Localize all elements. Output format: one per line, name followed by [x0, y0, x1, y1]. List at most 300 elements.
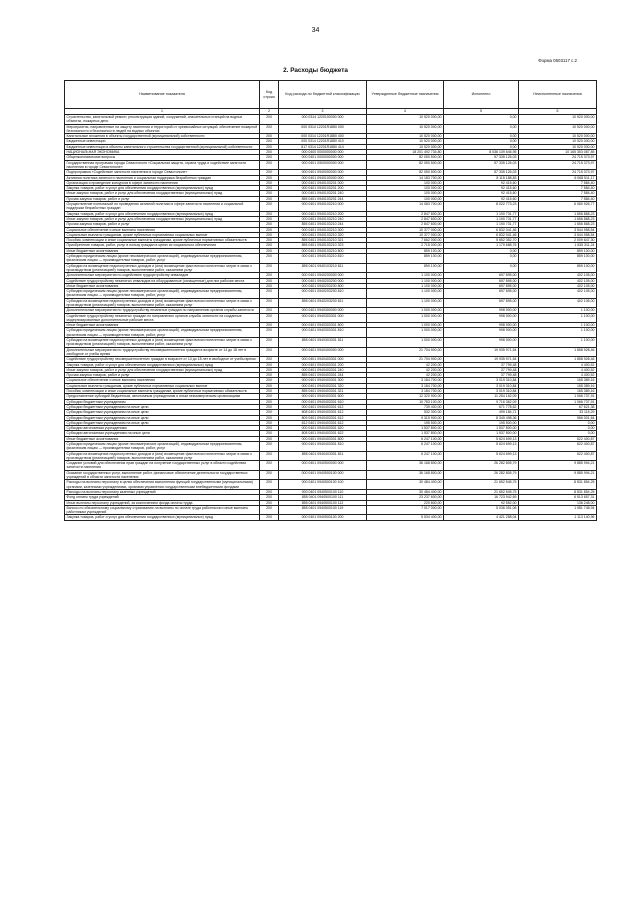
row-line-code: 200 — [260, 283, 279, 288]
row-line-code: 200 — [260, 470, 279, 480]
row-classification-code: 000 0314 12201R1880 400 — [279, 134, 367, 139]
row-line-code: 200 — [260, 404, 279, 409]
table-row — [65, 124, 597, 134]
row-executed: 1 190 731,77 — [444, 211, 519, 216]
row-remaining: 7 584,40 — [519, 196, 597, 201]
row-line-code: 200 — [260, 289, 279, 299]
row-remaining: 10 520 000,00 — [519, 134, 597, 139]
header-remaining: Неисполненные назначения — [519, 81, 597, 109]
row-classification-code: 000 0401 0940203200 000 — [279, 278, 367, 283]
row-approved: 10 520 000,00 — [367, 115, 444, 125]
row-line-code: 200 — [260, 308, 279, 313]
row-line-code: 200 — [260, 323, 279, 328]
row-remaining: 9 885 994,21 — [519, 461, 597, 471]
row-line-code: 200 — [260, 480, 279, 490]
row-name: Субсидии бюджетным учреждениям на иные цели — [65, 415, 260, 420]
row-classification-code: 000 0401 0940103210 200 — [279, 211, 367, 216]
row-classification-code: 000 0401 0940403301 610 — [279, 399, 367, 404]
row-classification-code: 855 0401 0940103210 244 — [279, 222, 367, 227]
row-classification-code: 855 0401 0940303301 811 — [279, 338, 367, 348]
col-number: 2 — [260, 109, 279, 115]
row-name: Субсидии на возмещение недополученных доходов и (или) возмещение фактически понесенных затрат в связи с производством (реализацией) товаров, выполнением работ, оказанием услуг — [65, 263, 260, 273]
row-classification-code: 817 0314 12201R1880 414 — [279, 144, 367, 149]
row-line-code: 200 — [260, 243, 279, 248]
row-line-code: 200 — [260, 175, 279, 180]
row-name: Прочая закупка товаров, работ и услуг — [65, 373, 260, 378]
row-classification-code: 855 0401 0940103201 244 — [279, 196, 367, 201]
row-remaining: 1 858 928,46 — [519, 357, 597, 362]
row-line-code: 200 — [260, 461, 279, 471]
row-name: Социальное обеспечение и иные выплаты населению — [65, 378, 260, 383]
row-approved: 7 662 000,00 — [367, 238, 444, 243]
row-approved: 100 000,00 — [367, 196, 444, 201]
row-remaining: 1 656 868,23 — [519, 211, 597, 216]
row-approved: 14 083 700,00 — [367, 202, 444, 212]
row-remaining: 402 105,00 — [519, 298, 597, 308]
row-approved: 42 200,00 — [367, 373, 444, 378]
row-remaining: 2 009 647,30 — [519, 238, 597, 243]
row-approved: 3 184 700,00 — [367, 389, 444, 394]
row-approved: 5 534 400,00 — [367, 515, 444, 520]
row-approved: 30 484 400,00 — [367, 489, 444, 494]
header-approved: Утвержденные бюджетные назначения — [367, 81, 444, 109]
table-row — [65, 227, 597, 232]
row-classification-code: 855 0401 0940403301 811 — [279, 451, 367, 461]
row-approved: 100 000,00 — [367, 180, 444, 185]
row-executed: 671 778,62 — [444, 404, 519, 409]
row-classification-code: 812 0401 0940403301 612 — [279, 420, 367, 425]
row-line-code: 200 — [260, 150, 279, 155]
row-line-code: 200 — [260, 263, 279, 273]
col-number: 6 — [519, 109, 597, 115]
row-remaining: 7 584,40 — [519, 191, 597, 196]
row-remaining: 9 885 994,21 — [519, 470, 597, 480]
row-classification-code: 000 0401 0940103210 320 — [279, 232, 367, 237]
row-line-code: 200 — [260, 238, 279, 243]
table-body — [65, 115, 597, 521]
row-approved: 82 050 500,00 — [367, 170, 444, 175]
row-name: Субсидии юридическим лицам (кроме некоммерческих организаций), индивидуальным предпринимателям, физическим лицам — производителям товаров, работ, услуг — [65, 289, 260, 299]
row-classification-code: 000 0401 0940403301 300 — [279, 378, 367, 383]
row-line-code: 200 — [260, 248, 279, 253]
row-approved: 859 100,00 — [367, 248, 444, 253]
row-line-code: 200 — [260, 378, 279, 383]
row-executed: 697 895,00 — [444, 273, 519, 278]
row-name: Иные бюджетные ассигнования — [65, 323, 260, 328]
section-title: 2. Расходы бюджета — [283, 67, 348, 74]
row-approved: 10 783 100,00 — [367, 399, 444, 404]
row-approved: 100 000,00 — [367, 186, 444, 191]
row-classification-code: 000 0401 0940103201 200 — [279, 186, 367, 191]
row-executed: 3 019 310,84 — [444, 383, 519, 388]
row-remaining: 8 831 854,25 — [519, 480, 597, 490]
row-name: Социальные выплаты гражданам, кроме публичных нормативных социальных выплат — [65, 232, 260, 237]
row-line-code: 200 — [260, 383, 279, 388]
row-remaining: 10 520 000,00 — [519, 144, 597, 149]
row-name: Бюджетные инвестиции в объекты капитального строительства государственной (муниципальной) собственности — [65, 144, 260, 149]
row-classification-code: 855 0401 0940103210 323 — [279, 243, 367, 248]
row-line-code: 200 — [260, 367, 279, 372]
row-approved: 23 237 600,00 — [367, 495, 444, 500]
row-approved: 859 100,00 — [367, 263, 444, 273]
table-row — [65, 442, 597, 452]
row-executed: 5 652 352,70 — [444, 238, 519, 243]
row-executed: 195 500,00 — [444, 420, 519, 425]
row-name: Субсидии бюджетным учреждениям на иные цели — [65, 404, 260, 409]
row-name: Закупка товаров, работ и услуг для обеспечения государственных (муниципальных) нужд — [65, 211, 260, 216]
row-name: Субсидии автономным учреждениям на иные цели — [65, 431, 260, 436]
row-name: Субсидии юридическим лицам (кроме некоммерческих организаций), индивидуальным предпринимателям, физическим лицам — производителям товаров, работ, услуг — [65, 254, 260, 264]
table-row — [65, 505, 597, 515]
row-classification-code: 000 0401 0940500100 100 — [279, 480, 367, 490]
row-classification-code: 855 0401 0940103210 321 — [279, 238, 367, 243]
row-classification-code: 855 0401 0940103210 811 — [279, 263, 367, 273]
row-name: Иные бюджетные ассигнования — [65, 248, 260, 253]
row-classification-code: 000 0401 0940103210 800 — [279, 248, 367, 253]
row-executed: 499 184,71 — [444, 410, 519, 415]
row-line-code: 200 — [260, 144, 279, 149]
header-name: Наименование показателя — [65, 81, 260, 109]
row-remaining: 24 715 373,97 — [519, 155, 597, 160]
row-remaining: 3 544 958,54 — [519, 227, 597, 232]
row-executed: 697 895,00 — [444, 278, 519, 283]
row-executed: 26 282 805,79 — [444, 461, 519, 471]
row-executed: 37 799,48 — [444, 373, 519, 378]
row-remaining: 402 105,00 — [519, 283, 597, 288]
row-name: Закупка товаров, работ и услуг для обеспечения государственных (муниципальных) нужд — [65, 362, 260, 367]
row-classification-code: 855 0401 0940403301 244 — [279, 373, 367, 378]
row-executed: 0,00 — [444, 115, 519, 125]
row-name: Организация и проведение конкурсов в сфере занятости населения — [65, 180, 260, 185]
row-approved: 6 247 100,00 — [367, 442, 444, 452]
row-name: Субсидии на возмещение недополученных доходов и (или) возмещение фактически понесенных затрат в связи с производством (реализацией) товаров, выполнением работ, оказанием услуг — [65, 451, 260, 461]
row-approved: 36 168 800,00 — [367, 470, 444, 480]
table-row — [65, 451, 597, 461]
row-line-code: 200 — [260, 254, 279, 264]
row-classification-code: 855 0401 0940203200 811 — [279, 298, 367, 308]
row-approved: 1 100 000,00 — [367, 273, 444, 278]
row-classification-code: 000 0401 0940403301 320 — [279, 383, 367, 388]
row-name: Бюджетные инвестиции — [65, 139, 260, 144]
table-row — [65, 278, 597, 283]
table-row — [65, 500, 597, 505]
row-remaining: 67 621,38 — [519, 404, 597, 409]
row-approved: 21 704 900,00 — [367, 357, 444, 362]
row-approved: 195 500,00 — [367, 420, 444, 425]
row-executed: 26 282 805,79 — [444, 470, 519, 480]
table-row — [65, 232, 597, 237]
row-line-code: 200 — [260, 202, 279, 212]
row-classification-code: 000 0401 0940103210 810 — [279, 254, 367, 264]
row-remaining: 4 400,52 — [519, 373, 597, 378]
row-line-code: 200 — [260, 357, 279, 362]
row-remaining: 24 715 373,97 — [519, 160, 597, 170]
row-classification-code: 000 0401 0940403301 800 — [279, 436, 367, 441]
row-remaining: 1 858 928,46 — [519, 347, 597, 357]
row-approved: 1 100 000,00 — [367, 283, 444, 288]
row-name: Закупка товаров, работ и услуг для обеспечения государственных (муниципальных) нужд — [65, 186, 260, 191]
row-approved: 1 100 000,00 — [367, 289, 444, 299]
row-name: Государственная программа города Севастополя «Социальная защита, охрана труда и содействие занятости населения в городе Севастополе» — [65, 160, 260, 170]
row-name: Иные закупки товаров, работ и услуг для обеспечения государственных (муниципальных) нужд — [65, 216, 260, 221]
row-remaining: 1 066 737,91 — [519, 399, 597, 404]
table-row — [65, 515, 597, 520]
row-remaining: 165 389,16 — [519, 378, 597, 383]
row-line-code: 200 — [260, 436, 279, 441]
row-executed: 4 421 258,04 — [444, 515, 519, 520]
row-approved: 1 537 800,00 — [367, 426, 444, 431]
col-number: 5 — [444, 109, 519, 115]
row-name: Оказание государственных услуг, выполнение работ, финансовое обеспечение деятельности государственных учреждений в области занятости населения — [65, 470, 260, 480]
row-name: Содействие трудоустройству незанятых инвалидов на оборудованные (оснащенные) для них рабочие места — [65, 278, 260, 283]
row-line-code: 200 — [260, 415, 279, 420]
table-row — [65, 338, 597, 348]
table-row — [65, 404, 597, 409]
row-remaining: 10 520 000,00 — [519, 115, 597, 125]
row-classification-code: 000 0401 0940103210 240 — [279, 216, 367, 221]
row-classification-code: 000 0401 0940103210 300 — [279, 227, 367, 232]
row-approved: 3 184 700,00 — [367, 383, 444, 388]
row-name: Субсидии бюджетным учреждениям — [65, 399, 260, 404]
row-classification-code: 000 0401 0940303301 000 — [279, 313, 367, 323]
table-row — [65, 216, 597, 221]
table-row — [65, 470, 597, 480]
row-remaining: 622 400,87 — [519, 442, 597, 452]
row-approved: 1 000 000,00 — [367, 328, 444, 338]
row-classification-code: 000 0401 0940500000 000 — [279, 461, 367, 471]
row-line-code: 200 — [260, 273, 279, 278]
row-approved: 3 184 700,00 — [367, 378, 444, 383]
row-approved: 100 000,00 — [367, 191, 444, 196]
row-name: НАЦИОНАЛЬНАЯ ЭКОНОМИКА — [65, 150, 260, 155]
row-approved: 42 200,00 — [367, 367, 444, 372]
row-line-code: 200 — [260, 186, 279, 191]
expenditure-table — [64, 80, 597, 521]
row-approved: 532 300,00 — [367, 410, 444, 415]
row-executed: 21 652 545,75 — [444, 480, 519, 490]
row-classification-code: 000 0400 0000000000 000 — [279, 150, 367, 155]
row-executed: 37 799,48 — [444, 362, 519, 367]
row-name: Содействие трудоустройству несовершеннолетних граждан в возрасте от 14 до 18 лет в свободное от учебы время — [65, 357, 260, 362]
row-name: Дополнительные мероприятия по содействию трудоустройству инвалидов — [65, 273, 260, 278]
table-row — [65, 175, 597, 180]
row-executed: 8 022 773,23 — [444, 202, 519, 212]
row-executed: 1 537 800,00 — [444, 431, 519, 436]
row-name: Расходы на выплаты персоналу в целях обеспечения выполнения функций государственными (муниципальными) органами, казенными учреждениями, органами управления государственными внебюджетными фондами — [65, 480, 260, 490]
row-remaining: 4 400,52 — [519, 362, 597, 367]
row-classification-code: 000 0401 0940200000 000 — [279, 273, 367, 278]
row-approved: 30 484 400,00 — [367, 480, 444, 490]
row-approved: 1 000 000,00 — [367, 308, 444, 313]
row-executed: 5 624 699,13 — [444, 442, 519, 452]
row-approved: 1 100 000,00 — [367, 298, 444, 308]
row-approved: 10 377 000,00 — [367, 227, 444, 232]
row-approved: 859 100,00 — [367, 254, 444, 264]
row-executed: 697 895,00 — [444, 298, 519, 308]
row-executed: 92 552,00 — [444, 500, 519, 505]
row-executed: 19 935 971,54 — [444, 357, 519, 362]
row-executed: 0,00 — [444, 248, 519, 253]
row-approved: 9 315 900,00 — [367, 415, 444, 420]
row-approved: 1 100 000,00 — [367, 278, 444, 283]
row-line-code: 200 — [260, 115, 279, 125]
table-row — [65, 461, 597, 471]
col-number: 1 — [65, 109, 260, 115]
row-executed: 998 900,00 — [444, 328, 519, 338]
row-approved: 82 050 500,00 — [367, 155, 444, 160]
header-executed: Исполнено — [444, 81, 519, 109]
col-number: 4 — [367, 109, 444, 115]
row-remaining: 4 400,52 — [519, 367, 597, 372]
row-executed: 3 019 310,84 — [444, 378, 519, 383]
page-number: 34 — [311, 27, 320, 34]
table-row — [65, 480, 597, 490]
row-classification-code: 809 0401 0940403301 612 — [279, 415, 367, 420]
row-line-code: 200 — [260, 399, 279, 404]
row-remaining: 10 165 353 087,85 — [519, 150, 597, 155]
row-name: Осуществление полномочий по проведению активной политики в сфере занятости населения и социальной поддержки безработных граждан — [65, 202, 260, 212]
row-line-code: 200 — [260, 347, 279, 357]
row-remaining: 1 113 140,96 — [519, 515, 597, 520]
row-name: Приобретение товаров, работ, услуг в пользу граждан в целях их социального обеспечения — [65, 243, 260, 248]
row-executed: 1 190 731,77 — [444, 222, 519, 227]
row-name: Субсидии юридическим лицам (кроме некоммерческих организаций), индивидуальным предпринимателям, физическим лицам — производителям товаров, работ, услуг — [65, 442, 260, 452]
row-approved: 36 168 800,00 — [367, 461, 444, 471]
row-line-code: 200 — [260, 451, 279, 461]
table-row — [65, 298, 597, 308]
row-line-code: 200 — [260, 222, 279, 227]
table-row — [65, 289, 597, 299]
row-remaining: 0,00 — [519, 431, 597, 436]
row-classification-code: 000 0314 1220100000 000 — [279, 115, 367, 125]
row-name: Предоставление субсидий бюджетным, автономным учреждениям и иным некоммерческим организациям — [65, 394, 260, 399]
row-remaining: 402 105,00 — [519, 289, 597, 299]
row-executed: 6 832 041,46 — [444, 227, 519, 232]
row-approved: 10 520 000,00 — [367, 134, 444, 139]
row-executed: 6 832 041,46 — [444, 232, 519, 237]
row-remaining: 1 100,00 — [519, 328, 597, 338]
row-executed: 8 349 498,36 — [444, 415, 519, 420]
row-remaining: 165 389,16 — [519, 389, 597, 394]
row-name: Расходы на выплаты персоналу казенных учреждений — [65, 489, 260, 494]
table-row — [65, 415, 597, 420]
row-remaining: 10 520 000,00 — [519, 139, 597, 144]
row-remaining: 6 068 511,17 — [519, 175, 597, 180]
row-classification-code: 000 0401 0940203200 810 — [279, 289, 367, 299]
row-approved: 229 800,00 — [367, 500, 444, 505]
table-row — [65, 115, 597, 125]
row-remaining: 402 105,00 — [519, 273, 597, 278]
row-classification-code: 000 0401 0940000000 000 — [279, 170, 367, 175]
row-line-code: 200 — [260, 170, 279, 175]
table-row — [65, 328, 597, 338]
row-approved: 10 520 000,00 — [367, 144, 444, 149]
row-remaining: 24 715 373,97 — [519, 170, 597, 175]
row-executed: 0,00 — [444, 139, 519, 144]
table-row — [65, 211, 597, 216]
row-name: Субсидии бюджетным учреждениям на иные цели — [65, 420, 260, 425]
row-line-code: 200 — [260, 298, 279, 308]
row-executed: 3 019 310,84 — [444, 389, 519, 394]
row-remaining: 10 520 000,00 — [519, 124, 597, 134]
row-executed: 92 415,60 — [444, 191, 519, 196]
row-executed: 9 716 362,09 — [444, 399, 519, 404]
table-row — [65, 202, 597, 212]
row-line-code: 200 — [260, 216, 279, 221]
row-line-code: 200 — [260, 505, 279, 515]
table-row — [65, 383, 597, 388]
row-executed: 1 537 800,00 — [444, 426, 519, 431]
row-name: Дополнительные мероприятия по трудоустройству незанятых граждан по направлению органов службы занятости — [65, 308, 260, 313]
row-approved: 2 847 600,00 — [367, 216, 444, 221]
row-executed: 697 895,00 — [444, 289, 519, 299]
row-approved: 7 017 000,00 — [367, 505, 444, 515]
row-executed: 697 895,00 — [444, 283, 519, 288]
row-executed: 92 415,60 — [444, 180, 519, 185]
row-classification-code: 000 0401 0940500100 200 — [279, 515, 367, 520]
row-executed: 8 115 188,83 — [444, 175, 519, 180]
row-name: Создание условий для обеспечения прав граждан на получение государственных услуг в области содействия занятости населения — [65, 461, 260, 471]
table-row — [65, 367, 597, 372]
row-line-code: 200 — [260, 328, 279, 338]
row-executed: 19 935 971,54 — [444, 347, 519, 357]
row-name: Мероприятия, направленные на защиту населения и территорий от чрезвычайных ситуаций, обеспечение пожарной безопасности и безопасности людей на водных объектах — [65, 124, 260, 134]
row-approved: 1 000 000,00 — [367, 323, 444, 328]
row-classification-code: 855 0401 0940403301 321 — [279, 389, 367, 394]
row-classification-code: 000 0401 0940303301 810 — [279, 328, 367, 338]
row-name: Иные выплаты персоналу учреждений, за исключением фонда оплаты труда — [65, 500, 260, 505]
row-remaining: 859 100,00 — [519, 263, 597, 273]
row-remaining: 966 001,64 — [519, 415, 597, 420]
row-name: Подпрограмма «Содействие занятости населения в городе Севастополе» — [65, 170, 260, 175]
row-line-code: 200 — [260, 338, 279, 348]
row-executed: 998 900,00 — [444, 338, 519, 348]
row-executed: 0,00 — [444, 263, 519, 273]
row-line-code: 200 — [260, 155, 279, 160]
row-classification-code: 855 0401 0940500100 111 — [279, 495, 367, 500]
table-row — [65, 420, 597, 425]
row-name: Иные закупки товаров, работ и услуг для обеспечения государственных (муниципальных) нужд — [65, 191, 260, 196]
row-executed: 21 652 545,75 — [444, 489, 519, 494]
row-classification-code: 000 0401 0940403301 600 — [279, 394, 367, 399]
row-name: Социальное обеспечение и иные выплаты населению — [65, 227, 260, 232]
table-row — [65, 489, 597, 494]
row-executed: 0,00 — [444, 144, 519, 149]
table-row — [65, 180, 597, 185]
table-row — [65, 313, 597, 323]
row-remaining: 622 400,87 — [519, 451, 597, 461]
row-line-code: 200 — [260, 196, 279, 201]
row-name: Субсидии бюджетным учреждениям на иные цели — [65, 410, 260, 415]
row-approved: 10 520 000,00 — [367, 139, 444, 144]
row-executed: 8 036 139 646,95 — [444, 150, 519, 155]
row-name: Строительство, капитальный ремонт, реконструкция зданий, сооружений, спасательных станций на водных объектах, пожарных депо — [65, 115, 260, 125]
row-remaining: 1 656 868,23 — [519, 216, 597, 221]
row-remaining: 165 389,16 — [519, 383, 597, 388]
row-line-code: 200 — [260, 160, 279, 170]
row-remaining: 1 656 868,23 — [519, 222, 597, 227]
row-line-code: 200 — [260, 362, 279, 367]
row-remaining: 3 544 958,54 — [519, 232, 597, 237]
row-classification-code: 000 0401 0940403301 200 — [279, 362, 367, 367]
row-line-code: 200 — [260, 124, 279, 134]
col-number: 3 — [279, 109, 367, 115]
row-line-code: 200 — [260, 191, 279, 196]
row-classification-code: 000 0401 0940403301 810 — [279, 442, 367, 452]
row-approved: 10 377 000,00 — [367, 232, 444, 237]
row-line-code: 200 — [260, 278, 279, 283]
row-classification-code: 000 0314 12201R1880 000 — [279, 124, 367, 134]
